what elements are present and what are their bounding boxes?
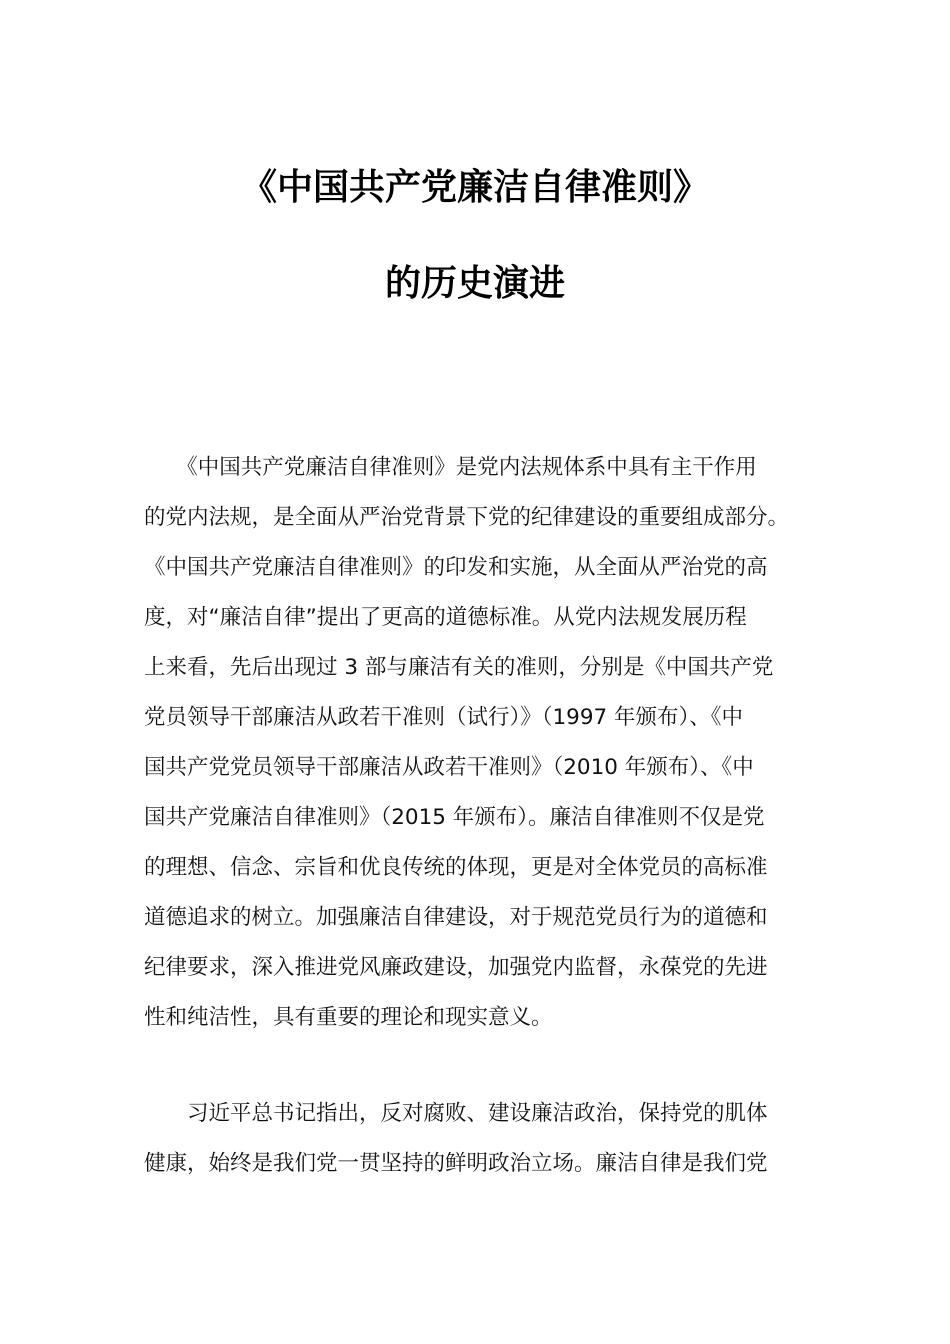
paragraph-line: 《中国共产党廉洁自律准则》是党内法规体系中具有主干作用	[144, 455, 757, 480]
document-title-line-2: 的历史演进	[384, 263, 565, 304]
paragraph-line: 纪律要求，深入推进党风廉政建设，加强党内监督，永葆党的先进	[144, 955, 768, 980]
paragraph-line: 上来看，先后出现过 3 部与廉洁有关的准则，分别是《中国共产党	[144, 655, 774, 680]
paragraph-line: 的党内法规，是全面从严治党背景下党的纪律建设的重要组成部分。	[144, 505, 790, 530]
paragraph-line: 习近平总书记指出，反对腐败、建设廉洁政治，保持党的肌体	[144, 1101, 768, 1126]
paragraph-line: 度，对“廉洁自律”提出了更高的道德标准。从党内法规发展历程	[144, 605, 747, 630]
paragraph-line: 国共产党廉洁自律准则》（2015 年颁布）。廉洁自律准则不仅是党	[144, 805, 765, 830]
paragraph-line: 健康，始终是我们党一贯坚持的鲜明政治立场。廉洁自律是我们党	[144, 1151, 768, 1176]
paragraph-line: 《中国共产党廉洁自律准则》的印发和实施，从全面从严治党的高	[144, 555, 768, 580]
paragraph-line: 性和纯洁性，具有重要的理论和现实意义。	[144, 1005, 553, 1030]
paragraph-2	[144, 1089, 806, 1189]
paragraph-line: 国共产党党员领导干部廉洁从政若干准则》（2010 年颁布）、《中	[144, 755, 754, 780]
paragraph-line: 的理想、信念、宗旨和优良传统的体现，更是对全体党员的高标准	[144, 855, 768, 880]
paragraph-line: 党员领导干部廉洁从政若干准则（试行）》（1997 年颁布）、《中	[144, 705, 744, 730]
document-title-line-1: 《中国共产党廉洁自律准则》	[240, 167, 709, 208]
paragraph-line: 道德追求的树立。加强廉洁自律建设，对于规范党员行为的道德和	[144, 905, 768, 930]
paragraph-1	[144, 443, 806, 1043]
